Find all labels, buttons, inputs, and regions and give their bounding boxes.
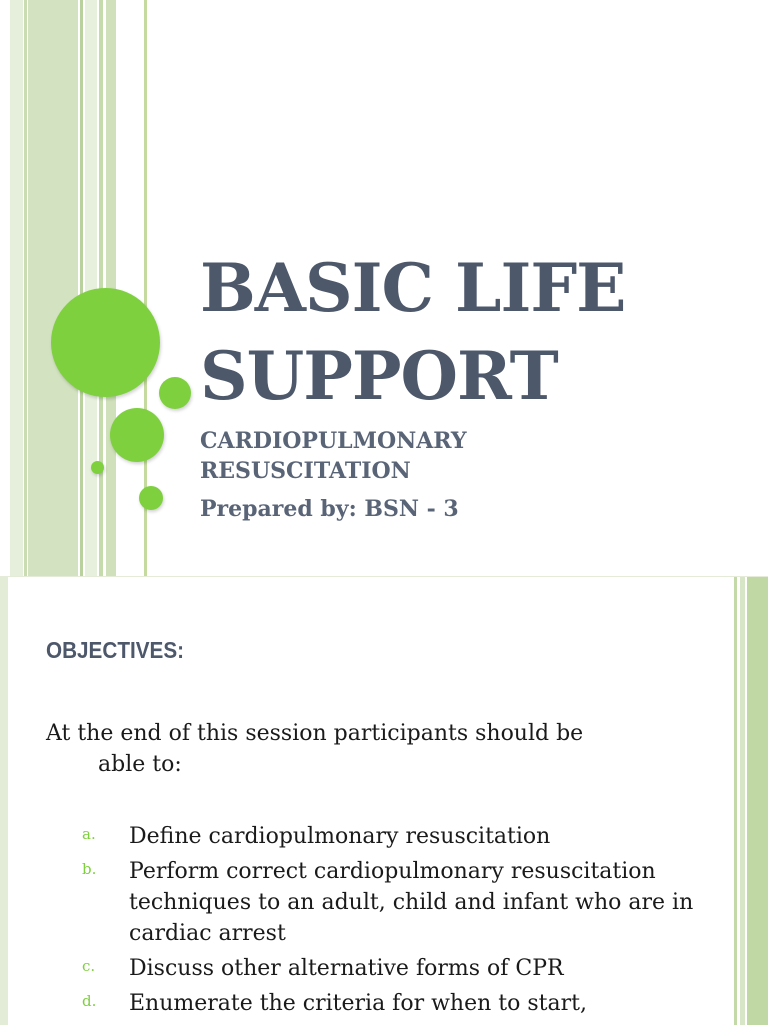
list-marker: d. (82, 992, 97, 1010)
list-item-text: Enumerate the criteria for when to start, (129, 991, 587, 1016)
list-item-text: Define cardiopulmonary resuscitation (129, 824, 551, 849)
decor-stripe (0, 577, 8, 1025)
decor-stripe (10, 0, 23, 576)
decor-stripe (24, 0, 27, 576)
title-line-1: BASIC LIFE (200, 249, 626, 327)
list-marker: a. (82, 825, 96, 843)
title-line-2: SUPPORT (200, 337, 558, 415)
slide-title-text (200, 244, 760, 420)
subtitle-line-2: RESUSCITATION (200, 458, 411, 484)
decor-circle-large (51, 288, 160, 397)
decor-circle-small (159, 377, 191, 409)
list-item (82, 953, 722, 984)
list-marker: b. (82, 860, 97, 878)
list-item (82, 988, 722, 1019)
intro-line-2: able to: (98, 752, 182, 777)
prepared-by: Prepared by: BSN - 3 (200, 496, 459, 522)
decor-circle-small (139, 486, 163, 510)
decor-stripe (747, 577, 768, 1025)
subtitle-line-1: CARDIOPULMONARY (200, 428, 467, 454)
slide-subtitle (200, 426, 720, 486)
intro-line-1: At the end of this session participants should be (46, 721, 584, 746)
decor-stripe (734, 577, 737, 1025)
objectives-list (82, 821, 722, 1023)
decor-circle-medium (110, 408, 164, 462)
list-item (82, 821, 722, 852)
list-item (82, 856, 722, 949)
objectives-heading: OBJECTIVES: (46, 637, 185, 663)
slide-objectives (0, 576, 768, 1025)
list-item-text: Discuss other alternative forms of CPR (129, 956, 564, 981)
decor-stripe (80, 0, 83, 576)
decor-stripe (28, 0, 78, 576)
list-marker: c. (82, 957, 96, 975)
decor-circle-tiny (91, 461, 104, 474)
objectives-intro (46, 718, 686, 780)
list-item-text: Perform correct cardiopulmonary resuscitation techniques to an adult, child and infant who are in cardiac arrest (129, 859, 694, 946)
decor-stripe (740, 577, 745, 1025)
